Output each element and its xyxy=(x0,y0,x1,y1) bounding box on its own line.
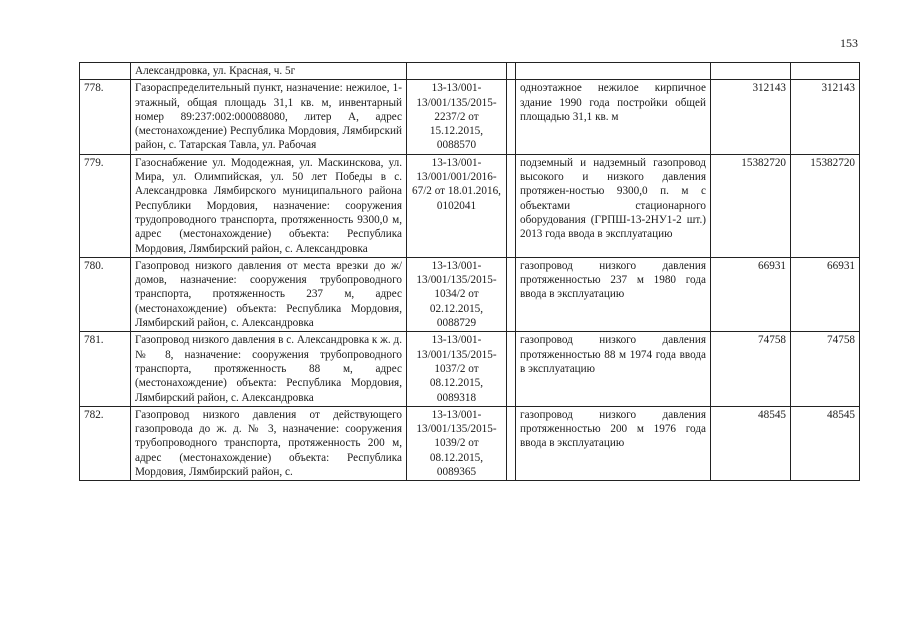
value-cell-2: 48545 xyxy=(791,406,860,480)
registration-cell: 13-13/001-13/001/135/2015-2237/2 от 15.12.2015, 0088570 xyxy=(407,80,507,154)
row-number-cell: 778. xyxy=(80,80,131,154)
value-cell-2: 312143 xyxy=(791,80,860,154)
table-row xyxy=(80,154,860,257)
table-row xyxy=(80,406,860,480)
value-cell-1: 74758 xyxy=(711,332,791,406)
blank-cell xyxy=(507,63,516,80)
registration-cell xyxy=(407,63,507,80)
table-row xyxy=(80,80,860,154)
value-cell-1: 48545 xyxy=(711,406,791,480)
row-number-cell: 780. xyxy=(80,257,131,331)
object-description-cell: Александровка, ул. Красная, ч. 5г xyxy=(131,63,407,80)
blank-cell xyxy=(507,154,516,257)
value-cell-2 xyxy=(791,63,860,80)
characteristics-cell: газопровод низкого давления протяженностью 88 м 1974 года ввода в эксплуатацию xyxy=(516,332,711,406)
row-number-cell xyxy=(80,63,131,80)
blank-cell xyxy=(507,332,516,406)
value-cell-2: 66931 xyxy=(791,257,860,331)
registration-cell: 13-13/001-13/001/135/2015-1034/2 от 02.12.2015, 0088729 xyxy=(407,257,507,331)
blank-cell xyxy=(507,257,516,331)
table-row xyxy=(80,257,860,331)
value-cell-1: 66931 xyxy=(711,257,791,331)
object-description-cell: Газораспределительный пункт, назначение: нежилое, 1-этажный, общая площадь 31,1 кв. м, инвентарный номер 89:237:002:000088080, литер А, адрес (местонахождение) Республика Мордовия, Лямбирский район, с. Татарская Тавла, ул. Рабочая xyxy=(131,80,407,154)
registration-cell: 13-13/001-13/001/135/2015-1037/2 от 08.12.2015, 0089318 xyxy=(407,332,507,406)
table-row-carry-over xyxy=(80,63,860,80)
characteristics-cell: одноэтажное нежилое кирпичное здание 1990 года постройки общей площадью 31,1 кв. м xyxy=(516,80,711,154)
page-number: 153 xyxy=(840,36,858,50)
value-cell-1: 312143 xyxy=(711,80,791,154)
blank-cell xyxy=(507,406,516,480)
characteristics-cell: подземный и надземный газопровод высокого и низкого давления протяжен-ностью 9300,0 п. м с объектами стационарного оборудования (ГРПШ-13-2НУ1-2 шт.) 2013 года ввода в эксплуатацию xyxy=(516,154,711,257)
property-registry-table xyxy=(79,62,860,481)
characteristics-cell xyxy=(516,63,711,80)
object-description-cell: Газопровод низкого давления от действующего газопровода до ж. д. № 3, назначение: сооружения трубопроводного транспорта, протяженность 200 м, адрес (местонахождение) объекта: Республика Мордовия, Лямбирский район, с. xyxy=(131,406,407,480)
row-number-cell: 779. xyxy=(80,154,131,257)
value-cell-2: 74758 xyxy=(791,332,860,406)
object-description-cell: Газопровод низкого давления от места врезки до ж/домов, назначение: сооружения трубопроводного транспорта, протяженность 237 м, адрес (местонахождение) объекта: Республика Мордовия, Лямбирский район, с. Александровка xyxy=(131,257,407,331)
table-row xyxy=(80,332,860,406)
blank-cell xyxy=(507,80,516,154)
registration-cell: 13-13/001-13/001/135/2015-1039/2 от 08.12.2015, 0089365 xyxy=(407,406,507,480)
row-number-cell: 781. xyxy=(80,332,131,406)
row-number-cell: 782. xyxy=(80,406,131,480)
value-cell-2: 15382720 xyxy=(791,154,860,257)
registration-cell: 13-13/001-13/001/001/2016-67/2 от 18.01.2016, 0102041 xyxy=(407,154,507,257)
value-cell-1: 15382720 xyxy=(711,154,791,257)
value-cell-1 xyxy=(711,63,791,80)
object-description-cell: Газоснабжение ул. Мододежная, ул. Маскинскова, ул. Мира, ул. Олимпийская, ул. 50 лет Победы в с. Александровка Лямбирского муниципального района Республики Мордовия, назначение: сооружения трудопроводного транспорта, протяженность 9300,0 м, адрес (местонахождение) объекта: Республика Мордовия, Лямбирский район, с. Александровка xyxy=(131,154,407,257)
characteristics-cell: газопровод низкого давления протяженностью 200 м 1976 года ввода в эксплуатацию xyxy=(516,406,711,480)
object-description-cell: Газопровод низкого давления в с. Александровка к ж. д. № 8, назначение: сооружения трубопроводного транспорта, протяженность 88 м, адрес (местонахождение) объекта: Республика Мордовия, Лямбирский район, с. Александровка xyxy=(131,332,407,406)
characteristics-cell: газопровод низкого давления протяженностью 237 м 1980 года ввода в эксплуатацию xyxy=(516,257,711,331)
